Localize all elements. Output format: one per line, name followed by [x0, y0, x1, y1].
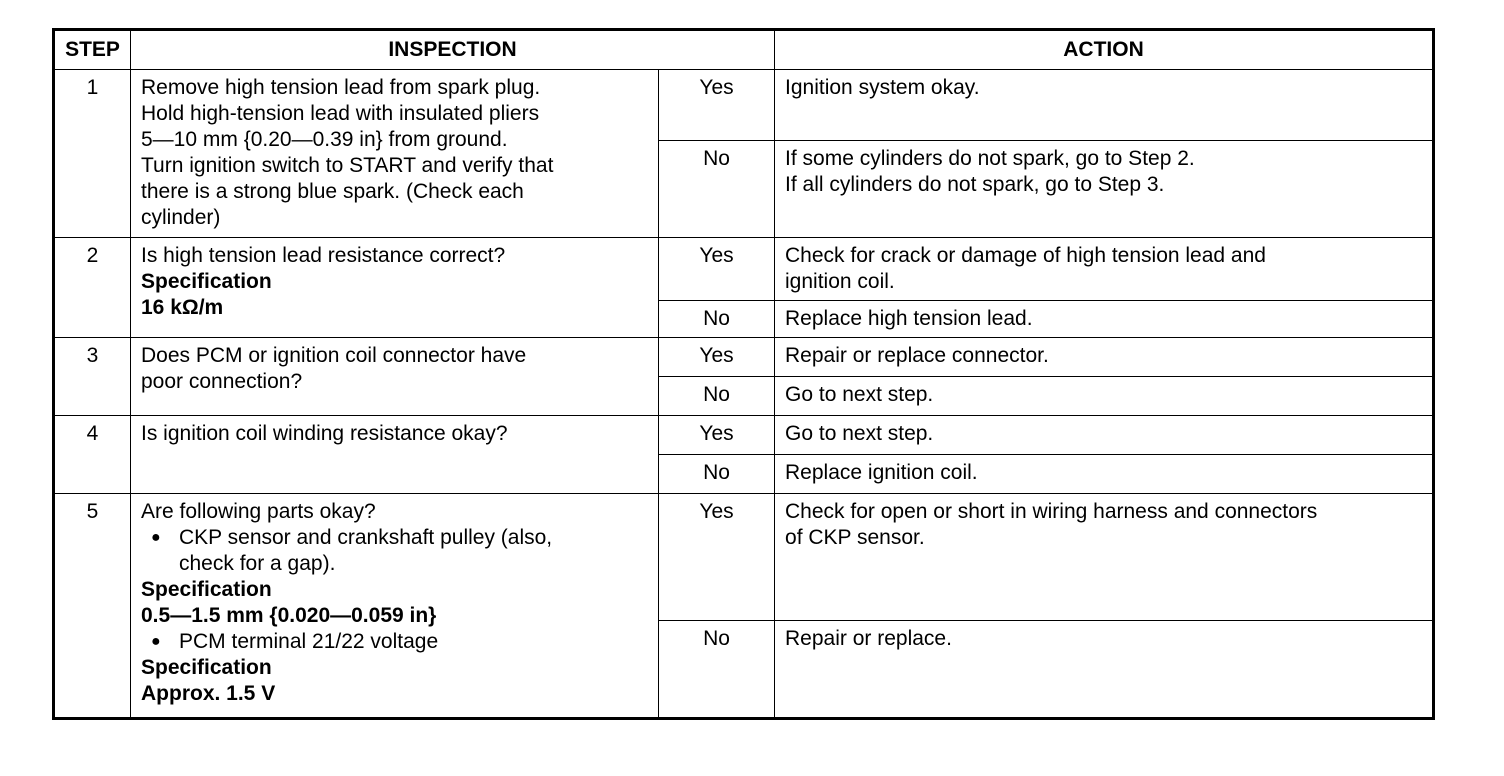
step-number: 3 — [54, 338, 131, 416]
step-number: 2 — [54, 238, 131, 338]
action-line: Check for open or short in wiring harness and connectors — [785, 500, 1318, 523]
step-1-yes-row — [54, 70, 1434, 141]
step-5-yes-row — [54, 494, 1434, 621]
action-line: If some cylinders do not spark, go to Step 2. — [785, 147, 1195, 170]
inspection-line: poor connection? — [141, 370, 303, 393]
spec-label: Specification — [141, 270, 272, 293]
bullet-item — [141, 525, 648, 577]
bullet-line: check for a gap). — [179, 552, 336, 575]
spec-value: 0.5—1.5 mm {0.020—0.059 in} — [141, 604, 437, 627]
step-1-inspection — [131, 70, 659, 238]
action-line: If all cylinders do not spark, go to Step 3. — [785, 173, 1165, 196]
inspection-line: there is a strong blue spark. (Check each — [141, 180, 524, 203]
yes-label: Yes — [659, 494, 775, 621]
action-line: of CKP sensor. — [785, 526, 925, 549]
step-3-inspection — [131, 338, 659, 416]
inspection-line: cylinder) — [141, 206, 221, 229]
spec-value: Approx. 1.5 V — [141, 682, 276, 705]
step-4-yes-action: Go to next step. — [775, 416, 1434, 455]
step-4-inspection: Is ignition coil winding resistance okay? — [131, 416, 659, 494]
step-2-inspection — [131, 238, 659, 338]
troubleshooting-table — [52, 28, 1435, 720]
no-label: No — [659, 621, 775, 719]
action-line: Check for crack or damage of high tension lead and — [785, 244, 1266, 267]
bullet-item — [141, 629, 648, 655]
no-label: No — [659, 301, 775, 338]
inspection-line: Does PCM or ignition coil connector have — [141, 344, 527, 367]
header-step: STEP — [54, 30, 131, 70]
inspection-line: 5—10 mm {0.20—0.39 in} from ground. — [141, 128, 508, 151]
yes-label: Yes — [659, 70, 775, 141]
step-3-no-action: Go to next step. — [775, 377, 1434, 416]
header-action: ACTION — [775, 30, 1434, 70]
step-1-yes-action — [775, 70, 1434, 141]
spec-label: Specification — [141, 656, 272, 679]
no-label: No — [659, 455, 775, 494]
yes-label: Yes — [659, 338, 775, 377]
step-3-yes-action: Repair or replace connector. — [775, 338, 1434, 377]
inspection-line: Hold high-tension lead with insulated pliers — [141, 102, 540, 125]
step-number: 5 — [54, 494, 131, 719]
step-2-yes-action — [775, 238, 1434, 301]
action-line: ignition coil. — [785, 270, 895, 293]
bullet-line: ● PCM terminal 21/22 voltage — [179, 630, 439, 653]
action-line: Ignition system okay. — [785, 76, 980, 99]
inspection-line: Are following parts okay? — [141, 500, 376, 523]
step-5-yes-action — [775, 494, 1434, 621]
step-5-no-action: Repair or replace. — [775, 621, 1434, 719]
header-inspection: INSPECTION — [131, 30, 775, 70]
inspection-line: Is high tension lead resistance correct? — [141, 244, 506, 267]
step-5-inspection — [131, 494, 659, 719]
yes-label: Yes — [659, 238, 775, 301]
spec-label: Specification — [141, 578, 272, 601]
no-label: No — [659, 141, 775, 238]
step-number: 4 — [54, 416, 131, 494]
step-4-yes-row — [54, 416, 1434, 455]
header-row — [54, 30, 1434, 70]
step-1-no-action — [775, 141, 1434, 238]
step-2-no-action: Replace high tension lead. — [775, 301, 1434, 338]
no-label: No — [659, 377, 775, 416]
step-number: 1 — [54, 70, 131, 238]
bullet-line: ● CKP sensor and crankshaft pulley (also, — [179, 526, 553, 549]
spec-value: 16 kΩ/m — [141, 296, 224, 319]
inspection-line: Turn ignition switch to START and verify that — [141, 154, 554, 177]
yes-label: Yes — [659, 416, 775, 455]
inspection-line: Remove high tension lead from spark plug. — [141, 76, 541, 99]
step-4-no-action: Replace ignition coil. — [775, 455, 1434, 494]
step-2-yes-row — [54, 238, 1434, 301]
step-3-yes-row — [54, 338, 1434, 377]
